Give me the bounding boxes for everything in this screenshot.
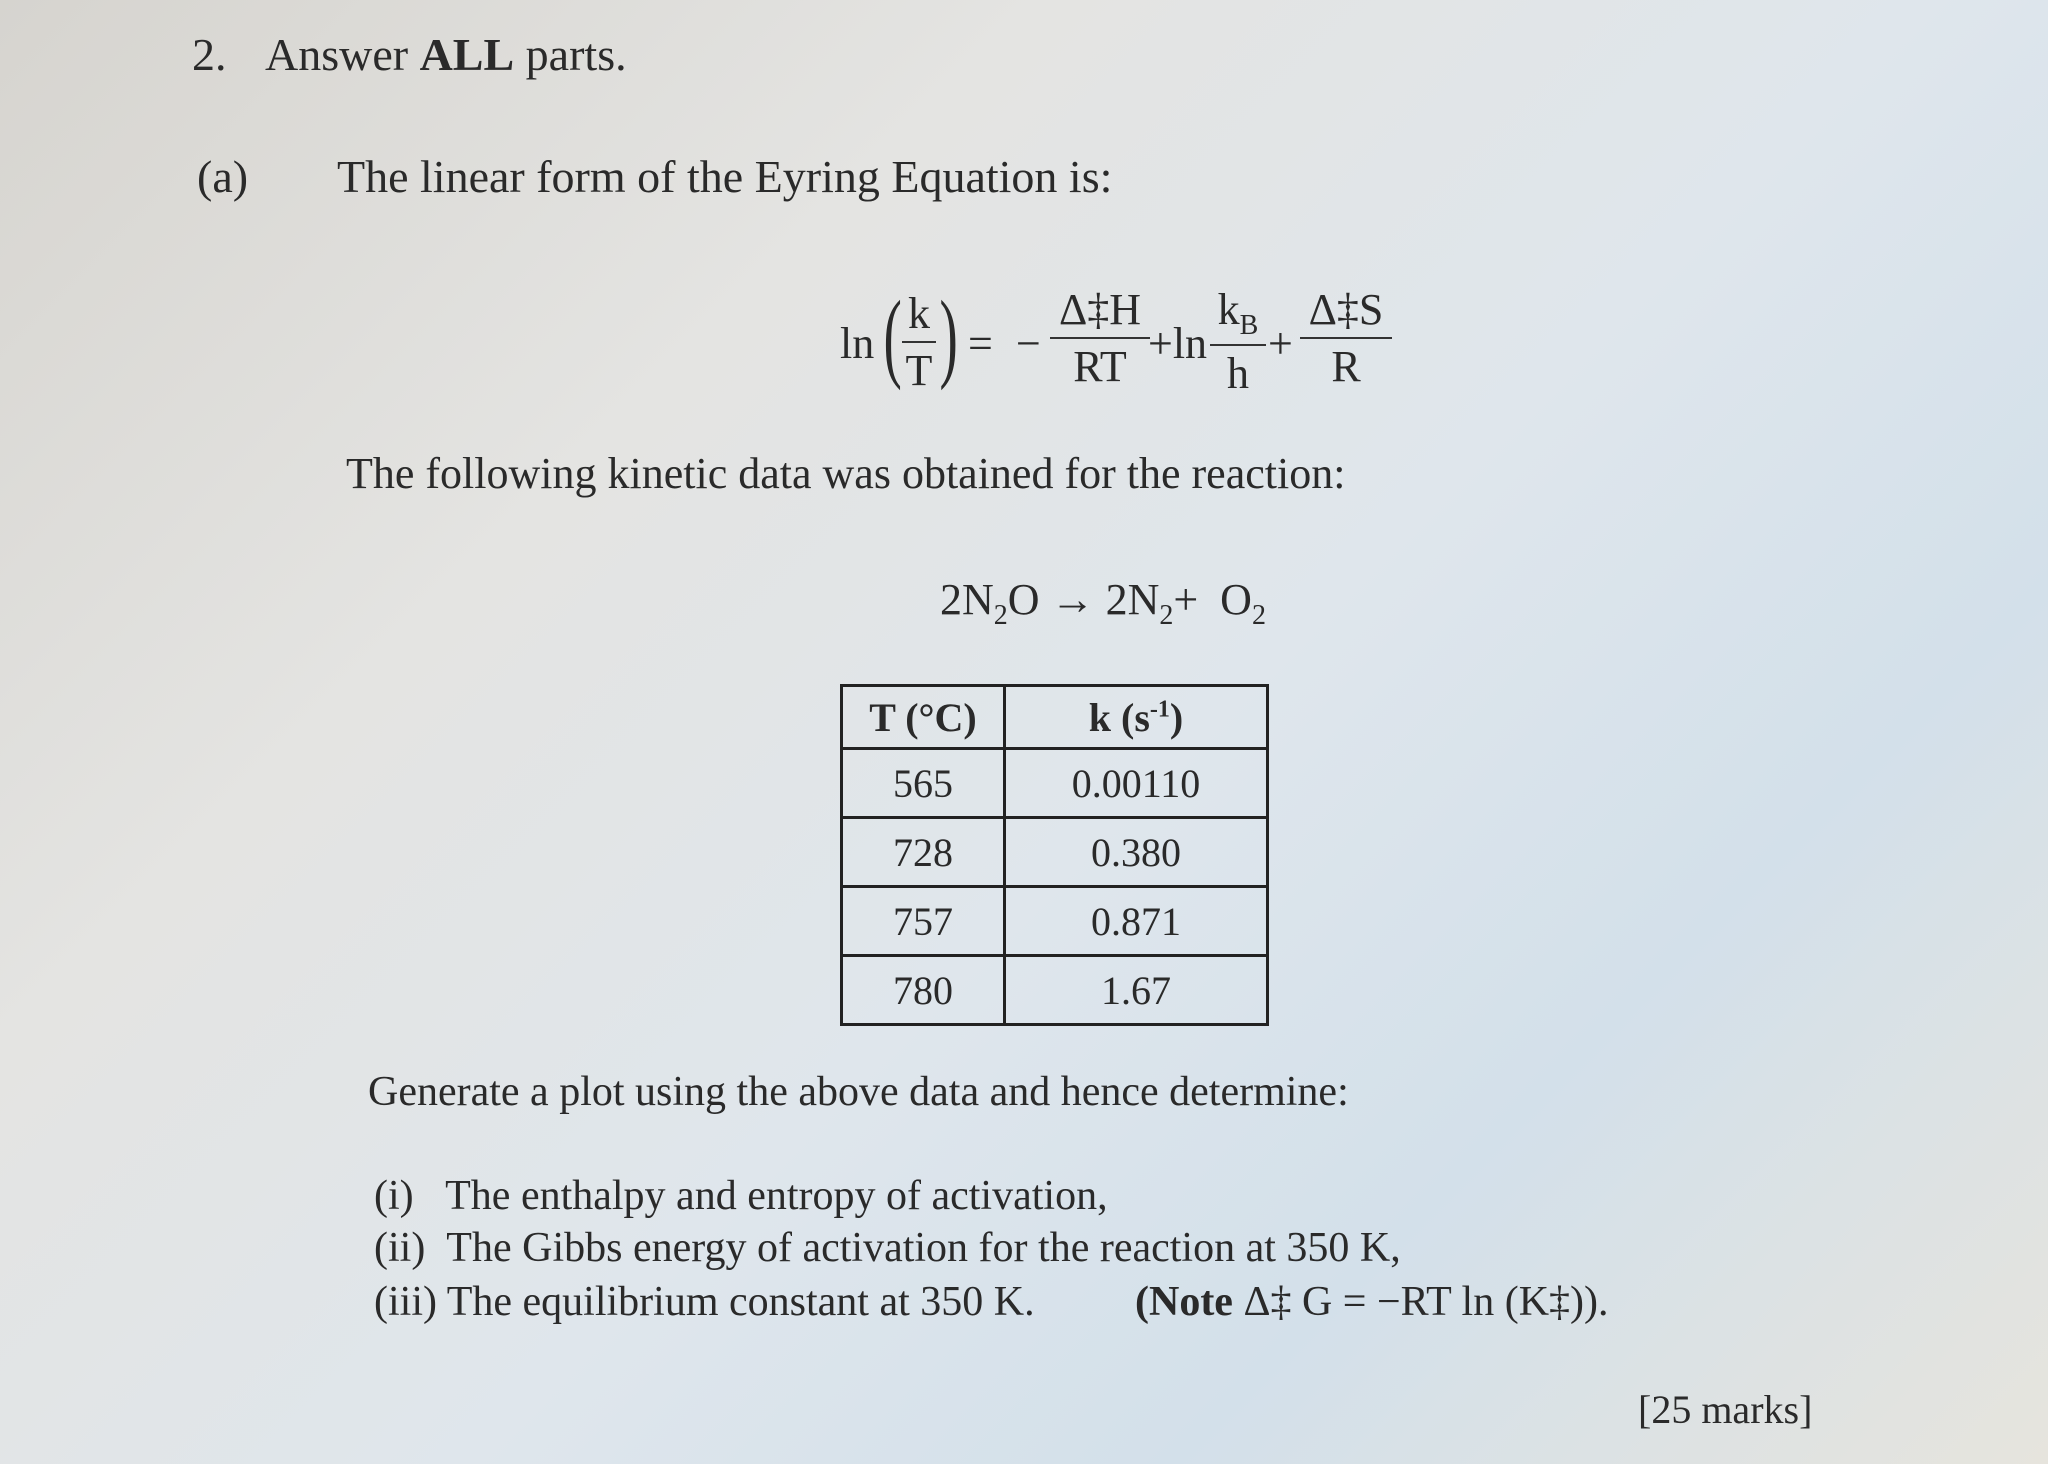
- question-number: 2.: [192, 29, 227, 80]
- part-intro: The linear form of the Eyring Equation is:: [337, 151, 1113, 202]
- part-label: (a): [197, 151, 249, 202]
- kinetic-data-table: [840, 684, 1269, 1026]
- eq-plus-ln: +ln: [1148, 319, 1208, 368]
- cell-rate-constant: 0.871: [1005, 887, 1268, 956]
- eq-dH-over-RT: [1050, 284, 1150, 392]
- eq-R: R: [1331, 342, 1361, 391]
- cell-rate-constant: 0.380: [1005, 818, 1268, 887]
- eq-frac-bar: [1210, 344, 1266, 346]
- instruction-bold: ALL: [419, 29, 515, 80]
- cell-temperature: 780: [842, 956, 1005, 1025]
- eq-plus: +: [1268, 319, 1293, 368]
- sub-question-i: (i) The enthalpy and entropy of activation,: [374, 1173, 1108, 1219]
- cell-temperature: 565: [842, 749, 1005, 818]
- eq-k-over-T: [902, 288, 936, 396]
- header-temperature: T (°C): [842, 686, 1005, 749]
- eq-dS: Δ‡S: [1308, 285, 1384, 334]
- cell-rate-constant: 0.00110: [1005, 749, 1268, 818]
- table-row: [842, 818, 1268, 887]
- instruction-prefix: Answer: [265, 29, 420, 80]
- eq-RT: RT: [1073, 342, 1127, 391]
- cell-rate-constant: 1.67: [1005, 956, 1268, 1025]
- eq-dH: Δ‡H: [1058, 285, 1142, 334]
- sub-question-iii: (iii) The equilibrium constant at 350 K.: [374, 1279, 1035, 1325]
- table-row: [842, 749, 1268, 818]
- eq-T: T: [905, 346, 933, 395]
- eq-equals: =: [968, 319, 993, 368]
- header-rate-constant: k $(s^{-1})$: [1005, 686, 1268, 749]
- generate-instruction: Generate a plot using the above data and hence determine:: [368, 1069, 1349, 1115]
- eq-close-paren: ): [939, 280, 958, 391]
- eq-open-paren: (: [883, 280, 902, 391]
- eq-kB: $k_B$: [1217, 285, 1259, 341]
- table-row: [842, 887, 1268, 956]
- instruction-suffix: parts.: [514, 29, 627, 80]
- reaction-equation: $2N_2O \to 2N_2+ O_2$: [940, 575, 1266, 631]
- data-intro: The following kinetic data was obtained for the reaction:: [346, 449, 1346, 498]
- marks-label: [25 marks]: [1638, 1387, 1813, 1432]
- sub-question-ii: (ii) The Gibbs energy of activation for the reaction at 350 K,: [374, 1225, 1401, 1271]
- eq-frac-bar: [902, 341, 936, 343]
- eq-minus: −: [1016, 319, 1041, 368]
- gibbs-note: [1135, 1278, 1609, 1326]
- table-row: [842, 956, 1268, 1025]
- question-instruction: [265, 28, 627, 81]
- note-formula: Δ‡ G = −RT ln (K‡)).: [1232, 1279, 1609, 1325]
- eq-frac-bar: [1300, 337, 1392, 339]
- reaction-arrow: →: [1050, 575, 1095, 624]
- eyring-equation: [840, 278, 1400, 408]
- eq-dS-over-R: [1300, 284, 1392, 392]
- eq-kB-over-h: [1210, 284, 1266, 399]
- eq-frac-bar: [1050, 337, 1150, 339]
- eq-k: k: [908, 289, 930, 338]
- cell-temperature: 757: [842, 887, 1005, 956]
- eq-ln: ln: [840, 319, 875, 368]
- note-label: (Note: [1135, 1279, 1233, 1325]
- eq-h: h: [1227, 348, 1249, 398]
- cell-temperature: 728: [842, 818, 1005, 887]
- table-header-row: [842, 686, 1268, 749]
